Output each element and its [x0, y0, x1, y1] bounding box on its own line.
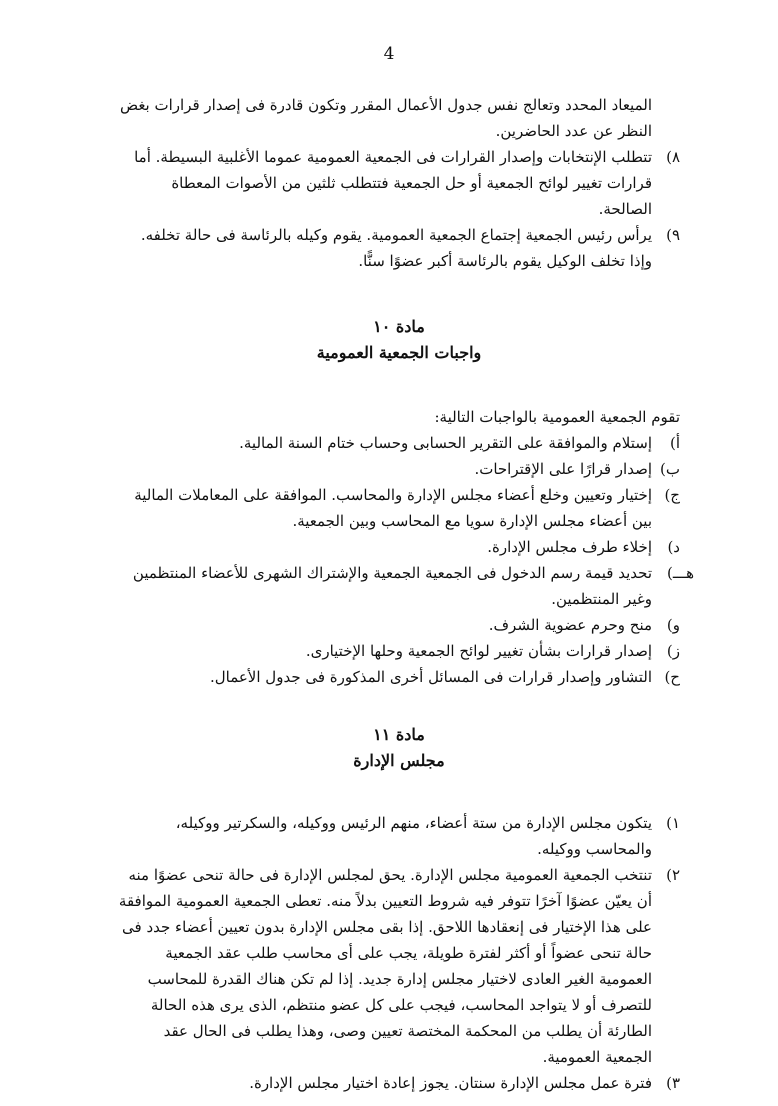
item-marker: ٣): [666, 1074, 680, 1092]
item-marker: ج): [664, 486, 680, 504]
list-item: [118, 612, 680, 638]
document-body: [118, 92, 694, 1096]
item-marker: د): [667, 538, 680, 556]
item-marker: ٩): [666, 226, 680, 244]
item-text: تنتخب الجمعية العمومية مجلس الإدارة. يحق لمجلس الإدارة فى حالة تنحى عضوًا منه أن يعيّن عضوًا آخرًا تتوفر فيه شروط التعيين بدلاً منه. تعطى الجمعية العمومية الموافقة على هذا الإختيار فى إنعقادها اللاحق. إذا بقى مجلس الإدارة بدون تعيين أعضاء جدد فى حالة تنحى عضواً أو أكثر لفترة طويلة، يجب على أى محاسب طلب عقد الجمعية العمومية الغير العادى لاختيار مجلس إدارة جديد. إذا لم تكن هناك القدرة للمحاسب للتصرف أو لا يتواجد المحاسب، فيجب على كل عضو منتظم، الذى يرى هذه الحالة الطارئة أن يطلب من المحكمة المختصة تعيين وصى، وهذا يطلب فى الحال عقد الجمعية العمومية.: [118, 866, 652, 1066]
page-number: 4: [383, 44, 395, 64]
list-item: [118, 862, 680, 1070]
item-marker: ٢): [666, 866, 680, 884]
item-text: إصدار قرارًا على الإقتراحات.: [474, 460, 652, 478]
item-text: إستلام والموافقة على التقرير الحسابى وحساب ختام السنة المالية.: [239, 434, 652, 452]
item-marker: و): [666, 616, 680, 634]
list-item: [118, 810, 680, 862]
item-marker: ب): [660, 460, 680, 478]
item-marker: أ): [669, 434, 680, 452]
item-text: تحديد قيمة رسم الدخول فى الجمعية الجمعية والإشتراك الشهرى للأعضاء المنتظمين وغير المنتظمين.: [132, 564, 652, 608]
list-item: [118, 664, 680, 690]
item-text: التشاور وإصدار قرارات فى المسائل أخرى المذكورة فى جدول الأعمال.: [209, 668, 652, 686]
article-11-title: مجلس الإدارة: [353, 751, 445, 770]
item-marker: هـــ): [667, 564, 694, 582]
item-text: يتكون مجلس الإدارة من ستة أعضاء، منهم الرئيس ووكيله، والسكرتير ووكيله، والمحاسب ووكيله.: [175, 814, 652, 858]
continuation-paragraph: الميعاد المحدد وتعالج نفس جدول الأعمال المقرر وتكون قادرة فى إصدار قرارات بغض النظر عن عدد الحاضرين.: [119, 96, 652, 140]
item-text: إخلاء طرف مجلس الإدارة.: [487, 538, 652, 556]
article-10-intro: تقوم الجمعية العمومية بالواجبات التالية:: [434, 408, 680, 426]
article-10-number: مادة ١٠: [373, 317, 425, 336]
list-item: [118, 1070, 680, 1096]
item-marker: ز): [666, 642, 680, 660]
article-11-number: مادة ١١: [373, 725, 425, 744]
item-text: إصدار قرارات بشأن تغيير لوائح الجمعية وحلها الإختيارى.: [305, 642, 652, 660]
list-item: [118, 144, 680, 222]
list-item: [118, 482, 680, 534]
item-text: يرأس رئيس الجمعية إجتماع الجمعية العمومية. يقوم وكيله بالرئاسة فى حالة تخلفه. وإذا تخلف الوكيل يقوم بالرئاسة أكبر عضوًا سنًّا.: [140, 226, 652, 270]
item-marker: ٨): [666, 148, 680, 166]
item-marker: ح): [664, 668, 680, 686]
item-text: فترة عمل مجلس الإدارة سنتان. يجوز إعادة اختيار مجلس الإدارة.: [249, 1074, 652, 1092]
list-item: [118, 560, 694, 612]
item-marker: ١): [666, 814, 680, 832]
list-item: [118, 222, 680, 274]
list-item: [118, 534, 680, 560]
list-item: [118, 456, 680, 482]
list-item: [118, 638, 680, 664]
item-text: تتطلب الإنتخابات وإصدار القرارات فى الجمعية العمومية عموما الأغلبية البسيطة. أما قرارات تغيير لوائح الجمعية أو حل الجمعية فتتطلب ثلثين من الأصوات المعطاة الصالحة.: [134, 148, 652, 218]
article-10-title: واجبات الجمعية العمومية: [316, 343, 482, 362]
item-text: منح وحرم عضوية الشرف.: [488, 616, 652, 634]
list-item: [118, 430, 680, 456]
item-text: إختيار وتعيين وخلع أعضاء مجلس الإدارة والمحاسب. الموافقة على المعاملات المالية بين أعضاء مجلس الإدارة سويا مع المحاسب وبين الجمعية.: [134, 486, 652, 530]
